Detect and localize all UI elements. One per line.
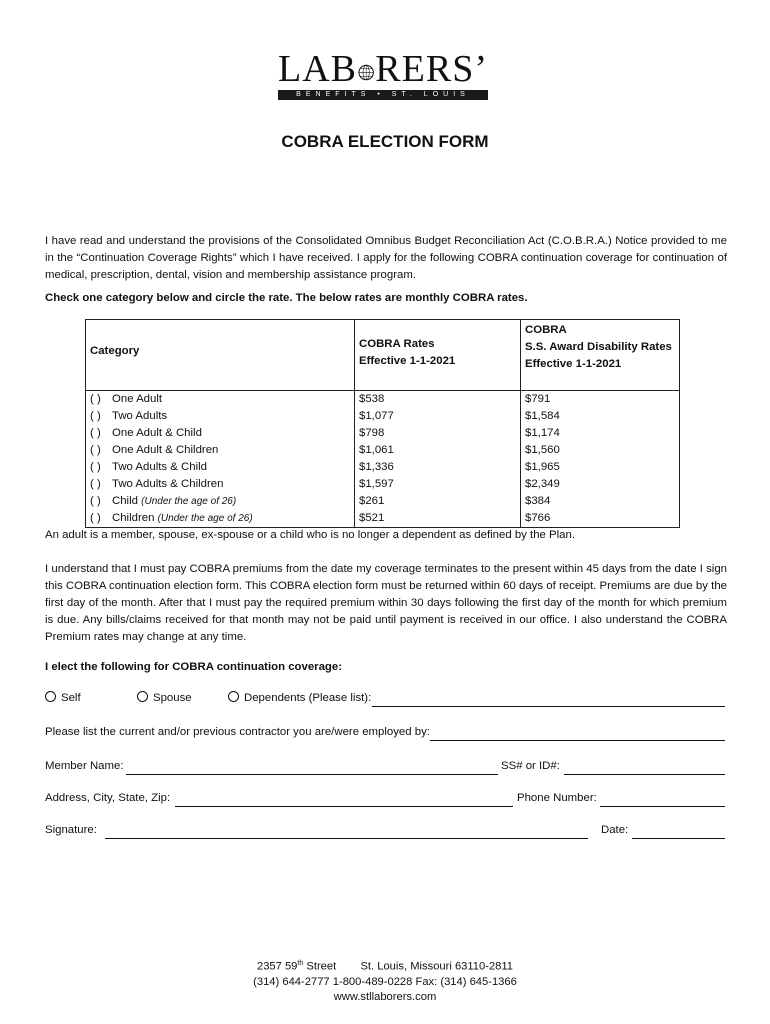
contractor-field — [45, 724, 727, 741]
checkbox-paren[interactable]: ( ) — [90, 444, 101, 456]
cobra-rate[interactable]: $1,597 — [359, 478, 394, 490]
checkbox-paren[interactable]: ( ) — [90, 478, 101, 490]
cobra-rate[interactable]: $1,077 — [359, 410, 394, 422]
checkbox-paren[interactable]: ( ) — [90, 410, 101, 422]
footer-street-name: Street — [303, 960, 337, 973]
self-radio[interactable] — [45, 691, 56, 702]
ssa-rate[interactable]: $1,584 — [525, 410, 560, 422]
ssa-rate[interactable]: $766 — [525, 512, 551, 524]
date-line[interactable] — [632, 826, 725, 839]
rate-row[interactable] — [90, 425, 350, 442]
rate-row[interactable] — [90, 459, 350, 476]
checkbox-paren[interactable]: ( ) — [90, 495, 101, 507]
row-category: One Adult — [112, 393, 163, 405]
header-ssa-line1: COBRA — [525, 324, 567, 336]
header-category-label: Category — [90, 344, 140, 357]
logo-word-prefix: LAB — [278, 48, 357, 90]
footer-website[interactable]: www.stllaborers.com — [333, 990, 437, 1003]
contractor-line[interactable] — [430, 728, 725, 741]
ssa-rate[interactable]: $384 — [525, 495, 551, 507]
header-ssa-line2: S.S. Award Disability Rates — [525, 341, 672, 353]
dependents-line[interactable] — [372, 694, 725, 707]
option-dependents[interactable] — [228, 690, 371, 707]
ss-id-line[interactable] — [564, 762, 725, 775]
row-category: Two Adults — [112, 410, 168, 422]
footer-street-line — [0, 956, 770, 975]
ss-id-label: SS# or ID#: — [501, 760, 560, 772]
ssa-rate[interactable]: $2,349 — [525, 478, 560, 490]
logo-wordmark — [278, 50, 488, 88]
footer-city: St. Louis, Missouri 63110-2811 — [360, 960, 514, 973]
understanding-paragraph: I understand that I must pay COBRA premiums from the date my coverage terminates to the present within 45 days from the date I sign this COBRA continuation election form. This COBRA election form must be returned within 60 days of receipt. Premiums are due by the first day of the month. After that I must pay the required premium within 30 days following the first day of the month for which premium is due. Any bills/claims received for that month may not be paid until payment is received in our office. I also understand the COBRA Premium rates may change at any time. — [45, 563, 727, 643]
member-name-field — [45, 758, 727, 775]
row-category: Two Adults & Children — [112, 478, 224, 490]
rate-row[interactable] — [90, 408, 350, 425]
member-name-line[interactable] — [126, 762, 498, 775]
date-label: Date: — [601, 824, 629, 836]
signature-line[interactable] — [105, 826, 588, 839]
row-note: (Under the age of 26) — [141, 496, 237, 507]
address-label: Address, City, State, Zip: — [45, 792, 171, 804]
dependents-radio[interactable] — [228, 691, 239, 702]
header-ssa-rates — [521, 320, 680, 391]
ssa-rate[interactable]: $1,174 — [525, 427, 560, 439]
checkbox-paren[interactable]: ( ) — [90, 427, 101, 439]
ssa-rate-column — [521, 391, 680, 528]
header-cobra-line1: COBRA Rates — [359, 338, 435, 350]
ssa-rate[interactable]: $791 — [525, 393, 551, 405]
rate-row[interactable] — [90, 510, 350, 527]
logo-tagline: BENEFITS • ST. LOUIS — [278, 90, 488, 100]
cobra-rate[interactable]: $538 — [359, 393, 385, 405]
cobra-rate[interactable]: $798 — [359, 427, 385, 439]
globe-icon — [358, 60, 374, 85]
row-note: (Under the age of 26) — [157, 513, 253, 524]
phone-label: Phone Number: — [517, 792, 597, 804]
rates-table-header — [86, 320, 680, 391]
rate-row[interactable] — [90, 476, 350, 493]
rates-table-body — [86, 391, 680, 528]
option-spouse[interactable] — [137, 690, 192, 707]
cobra-rate[interactable]: $1,336 — [359, 461, 394, 473]
laborers-logo — [278, 50, 488, 100]
rate-row[interactable] — [90, 442, 350, 459]
logo-word-suffix: RERS’ — [375, 48, 488, 90]
member-name-label: Member Name: — [45, 760, 124, 772]
rate-row[interactable] — [90, 391, 350, 408]
footer-street-suffix: th — [297, 960, 304, 967]
elect-heading: I elect the following for COBRA continuation coverage: — [45, 661, 343, 673]
rates-table — [85, 319, 680, 528]
intro-paragraph: I have read and understand the provisions of the Consolidated Omnibus Budget Reconciliation Act (C.O.B.R.A.) Notice provided to me in the “Continuation Coverage Rights” which I have received. I apply for the following COBRA continuation coverage for continuation of medical, prescription, dental, vision and membership assistance program. — [45, 235, 727, 281]
cobra-rate[interactable]: $521 — [359, 512, 385, 524]
phone-line[interactable] — [600, 794, 725, 807]
option-self[interactable] — [45, 690, 81, 707]
row-category: Two Adults & Child — [112, 461, 207, 473]
cobra-rate[interactable]: $261 — [359, 495, 385, 507]
row-category: One Adult & Child — [112, 427, 202, 439]
checkbox-paren[interactable]: ( ) — [90, 512, 101, 524]
self-label: Self — [61, 692, 81, 704]
checkbox-paren[interactable]: ( ) — [90, 393, 101, 405]
footer-street-number: 2357 59 — [256, 960, 298, 973]
header-cobra-line2: Effective 1-1-2021 — [359, 355, 456, 367]
header-category — [86, 320, 355, 391]
rate-row[interactable] — [90, 493, 350, 510]
dependents-label: Dependents (Please list): — [244, 692, 372, 704]
spouse-radio[interactable] — [137, 691, 148, 702]
adult-definition: An adult is a member, spouse, ex-spouse or a child who is no longer a dependent as defined by the Plan. — [45, 529, 575, 541]
header-cobra-rates — [355, 320, 521, 391]
checkbox-paren[interactable]: ( ) — [90, 461, 101, 473]
cobra-rate-column — [355, 391, 521, 528]
category-column — [86, 391, 355, 528]
address-field — [45, 790, 727, 807]
footer-address — [0, 956, 770, 1005]
contractor-label: Please list the current and/or previous contractor you are/were employed by: — [45, 726, 430, 738]
row-category: Children — [112, 512, 155, 524]
spouse-label: Spouse — [153, 692, 192, 704]
page-title: COBRA ELECTION FORM — [281, 132, 489, 151]
rate-instruction: Check one category below and circle the rate. The below rates are monthly COBRA rates. — [45, 292, 528, 304]
row-category: Child — [112, 495, 138, 507]
address-line[interactable] — [175, 794, 513, 807]
signature-label: Signature: — [45, 824, 97, 836]
header-ssa-line3: Effective 1-1-2021 — [525, 358, 622, 370]
signature-field — [45, 822, 727, 839]
footer-phones: (314) 644-2777 1-800-489-0228 Fax: (314) 645-1366 — [253, 975, 517, 988]
ssa-rate[interactable]: $1,560 — [525, 444, 560, 456]
ssa-rate[interactable]: $1,965 — [525, 461, 560, 473]
row-category: One Adult & Children — [112, 444, 219, 456]
cobra-rate[interactable]: $1,061 — [359, 444, 394, 456]
